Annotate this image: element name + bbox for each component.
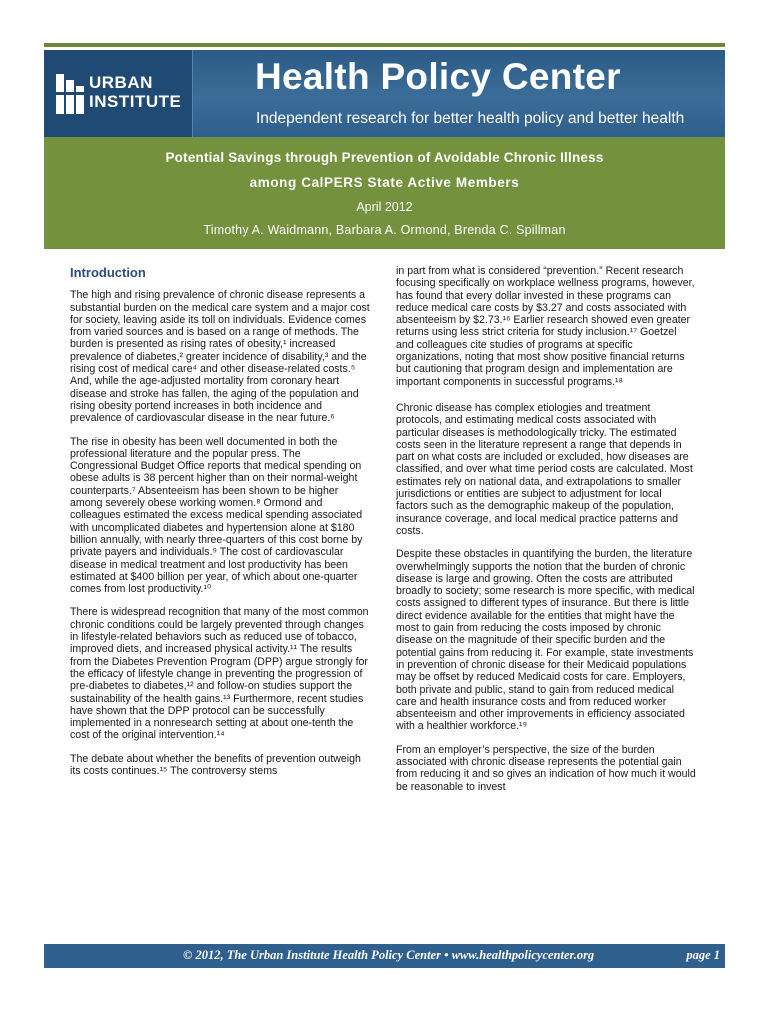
logo-line-1: URBAN xyxy=(89,73,153,92)
logo-wordmark xyxy=(89,73,181,111)
paragraph: Chronic disease has complex etiologies and treatment protocols, and estimating medical costs associated with particular diseases is methodologically tricky. The estimated costs seen in the literature represent a range that depends in part on what costs are included or excluded, how diseases are classified, and over what time period costs are calculated. Most estimates rely on national data, and extrapolations to smaller jurisdictions or entities are subject to adjustment for local factors such as the demographic makeup of the population, insurance coverage, and local medical practice patterns and costs. xyxy=(396,401,693,537)
paragraph: There is widespread recognition that many of the most common chronic conditions could be largely prevented through changes in lifestyle-related behaviors such as reduced use of tobacco, improved diets, and increased physical activity.¹¹ The results from the Diabetes Prevention Program (DPP) argue strongly for the efficacy of lifestyle change in preventing the progression of pre-diabetes to diabetes,¹² and follow-on studies support the sustainability of the health gains.¹³ Furthermore, recent studies have shown that the DPP protocol can be successfully implemented in a nonresearch setting at about one-tenth the cost of the original intervention.¹⁴ xyxy=(70,606,369,742)
footer-bar xyxy=(44,944,725,968)
paragraph: From an employer’s perspective, the size of the burden associated with chronic disease represents the potential gain from reducing it and so gives an indication of how much it would be reasonable to invest xyxy=(396,743,696,793)
report-date: April 2012 xyxy=(356,200,413,214)
report-title-line-2: among CalPERS State Active Members xyxy=(249,175,520,190)
top-rule xyxy=(44,43,725,47)
urban-institute-logo xyxy=(44,50,193,137)
report-title-box xyxy=(44,137,725,249)
paragraph: in part from what is considered “prevention.” Recent research focusing specifically on workplace wellness programs, however, has found that every dollar invested in these programs can reduce medical care costs by $3.27 and costs associated with absenteeism by $2.73.¹⁶ Earlier research showed even greater returns using less strict criteria for study inclusion.¹⁷ Goetzel and colleagues cite studies of programs at specific organizations, noting that most show positive financial returns but cautioning that program design and implementation are important components in successful programs.¹⁸ xyxy=(396,265,695,388)
report-authors: Timothy A. Waidmann, Barbara A. Ormond, Brenda C. Spillman xyxy=(203,223,566,237)
banner-title: Health Policy Center xyxy=(255,56,621,97)
right-column xyxy=(396,265,696,804)
paragraph: The rise in obesity has been well documented in both the professional literature and the popular press. The Congressional Budget Office reports that medical spending on obese adults is 38 percent higher than on their normal-weight counterparts.⁷ Absenteeism has been shown to be higher among severely obese working women.⁸ Ormond and colleagues estimated the excess medical spending associated with uncomplicated diabetes and hypertension alone at $180 billion annually, with nearly three-quarters of this cost borne by private payers and individuals.⁹ The cost of cardiovascular disease in medical treatment and lost productivity has been estimated at $400 billion per year, of which about one-quarter comes from lost productivity.¹⁰ xyxy=(70,435,363,596)
page-number: page 1 xyxy=(686,948,720,962)
paragraph: The debate about whether the benefits of prevention outweigh its costs continues.¹⁵ The controversy stems xyxy=(70,752,361,777)
header-banner xyxy=(44,50,725,137)
report-title-line-1: Potential Savings through Prevention of Avoidable Chronic Illness xyxy=(165,150,604,165)
left-column xyxy=(70,267,370,788)
banner-tagline: Independent research for better health policy and better health xyxy=(256,110,685,127)
logo-line-2: INSTITUTE xyxy=(89,92,182,111)
section-heading: Introduction xyxy=(70,265,146,280)
paragraph: Despite these obstacles in quantifying the burden, the literature overwhelmingly supports the notion that the burden of chronic disease is large and growing. Often the costs are attributed broadly to society; some research is more specific, with medical costs assigned to different types of insurance. But there is little direct evidence available for the entities that might have the most to gain from reducing the costs imposed by chronic disease on the magnitude of their specific burden and the potential gains from reducing it. For example, state investments in prevention of chronic disease for their Medicaid populations may be offset by reduced Medicaid costs for care. Employers, both private and public, stand to gain from reduced medical care and health insurance costs and from reduced worker absenteeism and other improvements in efficiency associated with a healthier workforce.¹⁹ xyxy=(396,548,695,733)
footer-copyright: © 2012, The Urban Institute Health Policy Center • www.healthpolicycenter.org xyxy=(183,948,595,962)
paragraph: The high and rising prevalence of chronic disease represents a substantial burden on the medical care system and a major cost for society, leaving aside its toll on individuals. Evidence comes from varied sources and is based on a range of methods. The burden is presented as rising rates of obesity,¹ increased prevalence of diabetes,² greater incidence of disability,³ and the rising cost of medical care⁴ and other disease-related costs.⁵ And, while the age-adjusted mortality from coronary heart disease and stroke has fallen, the aging of the population and rising obesity portend increases in both incidence and prevalence of cardiovascular disease in the near future.⁶ xyxy=(70,289,370,425)
urban-institute-logo-icon xyxy=(56,74,84,114)
